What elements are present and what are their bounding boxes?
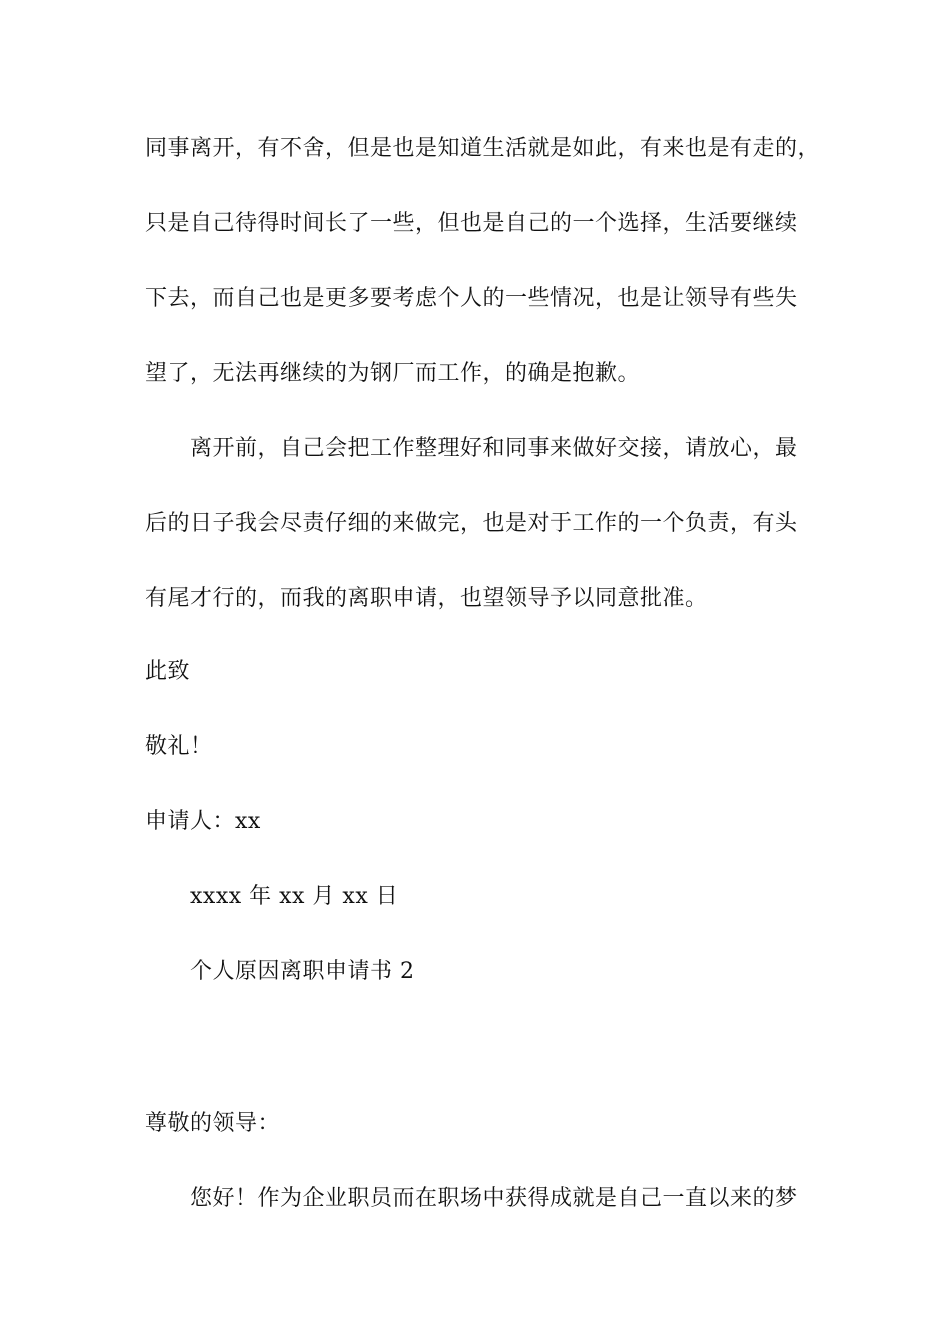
paragraph-line: 同事离开，有不舍，但是也是知道生活就是如此，有来也是有走的， (145, 136, 821, 161)
date-line: xxxx 年 xx 月 xx 日 (190, 884, 399, 909)
paragraph-line: 离开前，自己会把工作整理好和同事来做好交接，请放心，最 (190, 436, 798, 461)
applicant-name: 申请人：xx (145, 809, 261, 834)
paragraph-line: 下去，而自己也是更多要考虑个人的一些情况，也是让领导有些失 (145, 286, 798, 311)
closing-regards: 敬礼！ (145, 734, 213, 759)
paragraph-line: 有尾才行的，而我的离职申请，也望领导予以同意批准。 (145, 586, 708, 611)
greeting: 尊敬的领导： (145, 1111, 281, 1136)
section-title: 个人原因离职申请书 2 (190, 959, 415, 984)
paragraph-line: 后的日子我会尽责仔细的来做完，也是对于工作的一个负责，有头 (145, 511, 798, 536)
paragraph-line: 只是自己待得时间长了一些，但也是自己的一个选择，生活要继续 (145, 211, 798, 236)
paragraph-line: 望了，无法再继续的为钢厂而工作，的确是抱歉。 (145, 361, 641, 386)
paragraph-line: 您好！作为企业职员而在职场中获得成就是自己一直以来的梦 (190, 1186, 798, 1211)
closing-salutation: 此致 (145, 659, 191, 684)
